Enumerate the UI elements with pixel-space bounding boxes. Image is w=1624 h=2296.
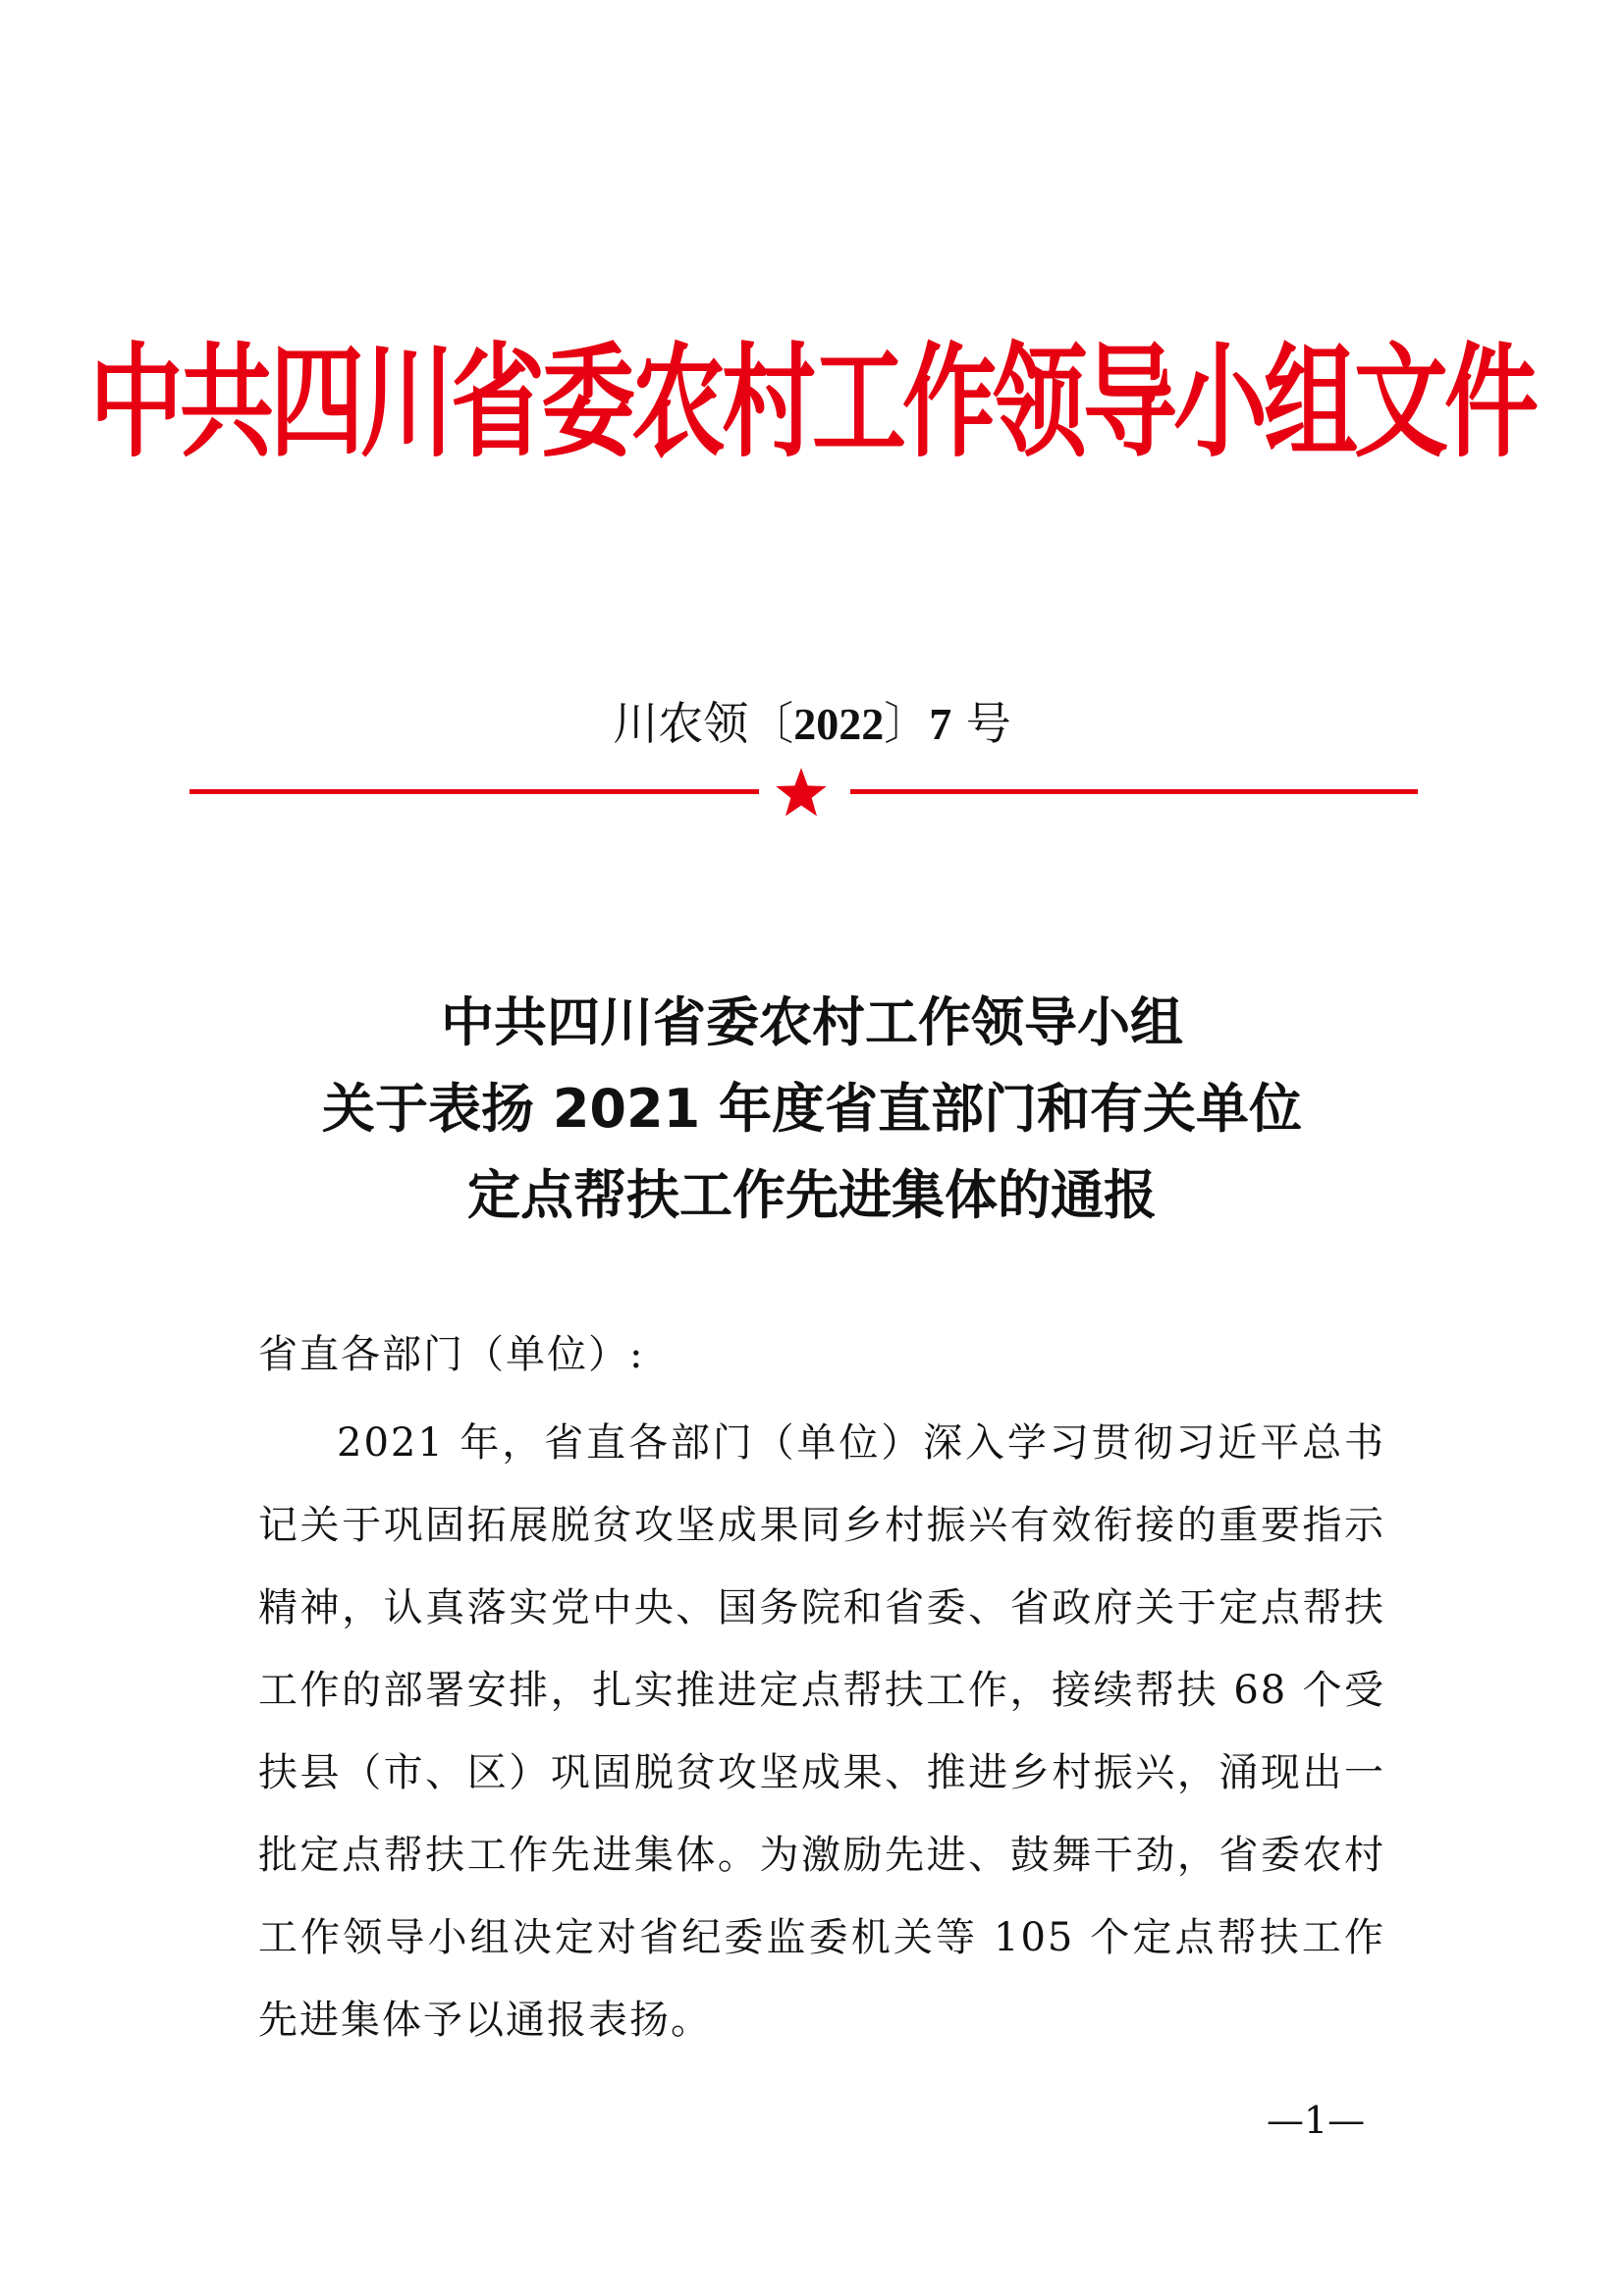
title-line-1: 中共四川省委农村工作领导小组 (441, 991, 1183, 1053)
star-icon (774, 766, 829, 821)
notice-title (0, 980, 1624, 1239)
doc-number-num: 7 (929, 699, 952, 749)
doc-number-prefix: 川农领〔 (613, 697, 794, 750)
title-line-3: 定点帮扶工作先进集体的通报 (467, 1164, 1157, 1226)
body-paragraph: 2021 年，省直各部门（单位）深入学习贯彻习近平总书记关于巩固拓展脱贫攻坚成果同乡村振兴有效衔接的重要指示精神，认真落实党中央、国务院和省委、省政府关于定点帮扶工作的部署安排，扎实推进定点帮扶工作，接续帮扶 68 个受扶县（市、区）巩固脱贫攻坚成果、推进乡村振兴，涌现出一批定点帮扶工作先进集体。为激励先进、鼓舞干劲，省委农村工作领导小组决定对省纪委监委机关等 105 个定点帮扶工作先进集体予以通报表扬。 (258, 1420, 1385, 2043)
doc-number-suffix: 号 (951, 697, 1011, 750)
doc-number-mid: 〕 (884, 697, 930, 750)
doc-number-year: 2022 (793, 699, 885, 749)
issuer-masthead: 中共四川省委农村工作领导小组文件 (89, 331, 1535, 474)
document-number (0, 689, 1624, 759)
title-line-2: 关于表扬 2021 年度省直部门和有关单位 (322, 1078, 1302, 1140)
red-rule-left (189, 789, 759, 794)
page-number: —1— (1267, 2099, 1366, 2142)
red-rule-right (850, 789, 1418, 794)
salutation: 省直各部门（单位）: (258, 1332, 645, 1377)
